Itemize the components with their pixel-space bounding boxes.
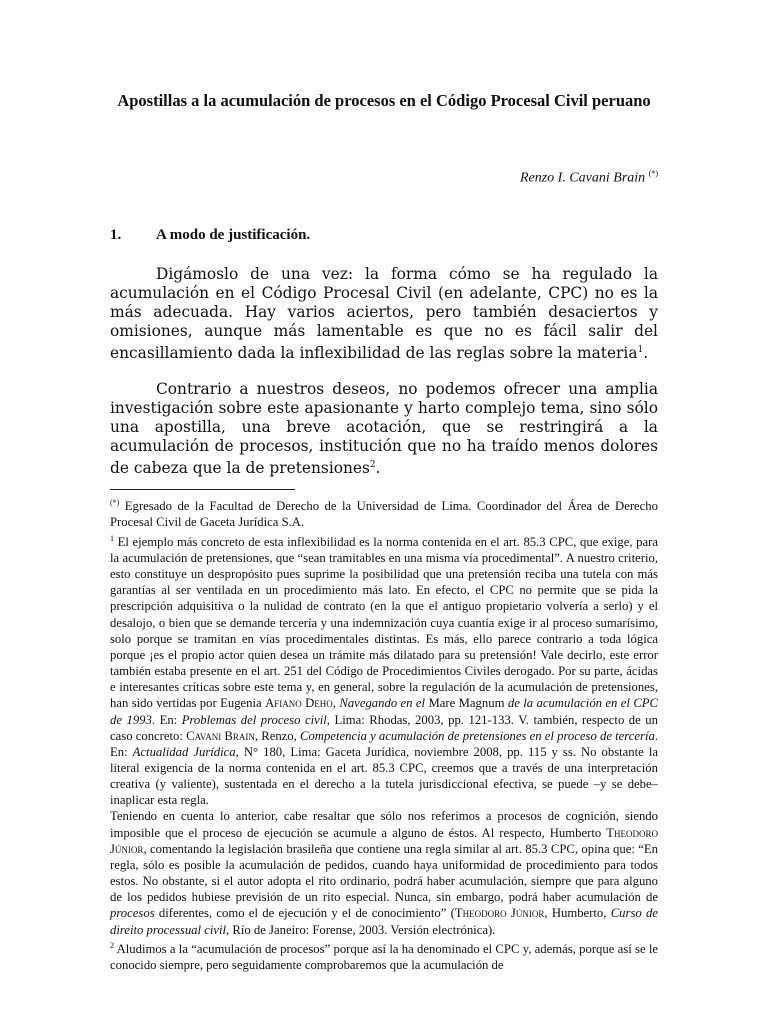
cited-title: Problemas del proceso civil [181,712,327,727]
footnote-text: , Río de Janeiro: Forense, 2003. Versión electrónica). [226,922,496,937]
cited-title: Competencia y acumulación de pretensiones en el proceso de tercería [300,728,655,743]
document-title: Apostillas a la acumulación de procesos en el Código Procesal Civil peruano [117,91,651,110]
footnote-separator [110,489,295,490]
footnote-text: , N° 180, Lima: Gaceta Jurídica, noviembre 2008, pp. 115 y ss. No obstante la literal exigencia de la norma contenida en el art. 85.3 CPC, creemos que a través de una interpretación creativa (y valiente), sustentada en el derecho a la tutela jurisdiccional efectiva, se puede –y se debe– inaplicar esta regla. [110,744,658,808]
footnote-text: diferentes, como el de ejecución y el de conocimiento” ( [154,906,455,921]
cited-author: Theodoro Júnior [110,825,658,856]
footnote-text: El ejemplo más concreto de esta inflexibilidad es la norma contenida en el art. 85.3 CPC, que exige, para la acumulación de pretensiones, que “sean tramitables en una misma vía procedimental”. A nuestro criterio, esto constituye un despropósito pues suprime la posibilidad que una pretensión reciba una tutela con más garantías al ser ventilada en un procedimiento más lato. En efecto, el CPC no permite que se pida la prescripción adquisitiva o la nulidad de contrato (en la que el antiguo propietario volvería a serlo) y el desalojo, o bien que se demande tercería y una indemnización cuya cuantía exige ir al proceso sumarísimo, solo porque se tramitan en vías procedimentales distintas. Es más, ello parece contrario a toda lógica porque ¡es el propio actor quien desea un trámite más dilatado para su pretensión! Vale decirlo, este error también estaba presente en el art. 251 del Código de Procedimientos Civiles derogado. Por su parte, ácidas e interesantes críticas sobre este tema y, en general, sobre la regulación de la acumulación de pretensiones, han sido vertidas por Eugenia [110,534,658,711]
footnote-marker: (*) [110,498,120,507]
cited-title: Navegando en el [339,696,426,711]
cited-title: Actualidad Jurídica [132,744,236,759]
footnote-text: . En: [151,712,182,727]
footnote-marker: 2 [110,940,114,950]
emphasis-text: procesos [110,906,155,921]
footnote-ref-2: 2 [369,459,376,470]
footnote-text: , Lima: Rhodas, 2003, pp. 121-133. V. también, respecto de un caso concreto: [110,712,658,743]
footnote-text: , [332,696,340,711]
paragraph-end: . [375,458,381,477]
paragraph-text: Contrario a nuestros deseos, no podemos ofrecer una amplia investigación sobre este apasionante y harto complejo tema, sino sólo una apostilla, una breve acotación, que se restringirá a la acumulación de procesos, institución que no ha traído menos dolores de cabeza que la de pretensiones [110,380,658,477]
author-footnote-marker: (*) [648,169,658,178]
author-line [520,169,658,187]
body-paragraph-2 [110,380,658,478]
cited-title: de la acumulación en el CPC de 1993 [110,696,658,727]
footnote-text: Mare Magnum [425,696,508,711]
footnote-marker: 1 [110,533,114,543]
cited-author: Theodoro Júnior [454,906,545,921]
footnote-text: Aludimos a la “acumulación de procesos” porque así la ha denominado el CPC y, además, porque así se le conocido siempre, pero seguidamente comprobaremos que la acumulación de [110,941,658,973]
footnote-author [110,495,658,531]
section-title: A modo de justificación. [156,227,311,243]
paragraph-end: . [643,343,649,362]
cited-author: Afiano Deho [265,696,333,711]
footnote-text: , comentando la legislación brasileña que contiene una regla similar al art. 85.3 CPC, opina que: “En regla, sólo es posible la acumulación de pedidos, cuando haya uniformidad de procedimiento para todos estos. No obstante, si el autor adopta el rito ordinario, podrá haber acumulación, siempre que para alguno de los pedidos hubiese previsión de un rito especial. Nunca, sin embargo, podrá haber acumulación de [110,841,658,905]
section-heading [110,227,310,244]
footnote-1-continued [110,808,658,937]
footnote-1 [110,531,658,809]
footnotes-block [110,495,658,973]
footnote-text: , Renzo, [254,728,300,743]
section-number: 1. [110,227,122,243]
cited-author: Cavani Brain [186,728,255,743]
footnote-ref-1: 1 [637,344,644,355]
body-paragraph-1 [110,265,658,363]
paragraph-text: Digámoslo de una vez: la forma cómo se ha regulado la acumulación en el Código Procesal Civil (en adelante, CPC) no es la más adecuada. Hay varios aciertos, pero también desaciertos y omisiones, aunque más lamentable es que no es fácil salir del encasillamiento dada la inflexibilidad de las reglas sobre la materia [110,265,658,362]
cited-title: Curso de direito processual civil [110,906,658,937]
footnote-text: . En: [110,728,658,759]
footnote-text: Egresado de la Facultad de Derecho de la Universidad de Lima. Coordinador del Área de Derecho Procesal Civil de Gaceta Jurídica S.A. [110,499,658,530]
footnote-text: , Humberto, [544,906,611,921]
footnote-2 [110,938,658,974]
footnote-text: Teniendo en cuenta lo anterior, cabe resaltar que sólo nos referimos a procesos de cognición, siendo imposible que el proceso de ejecución se acumule a alguno de éstos. Al respecto, Humberto [110,809,658,840]
author-name: Renzo I. Cavani Brain [519,170,646,186]
